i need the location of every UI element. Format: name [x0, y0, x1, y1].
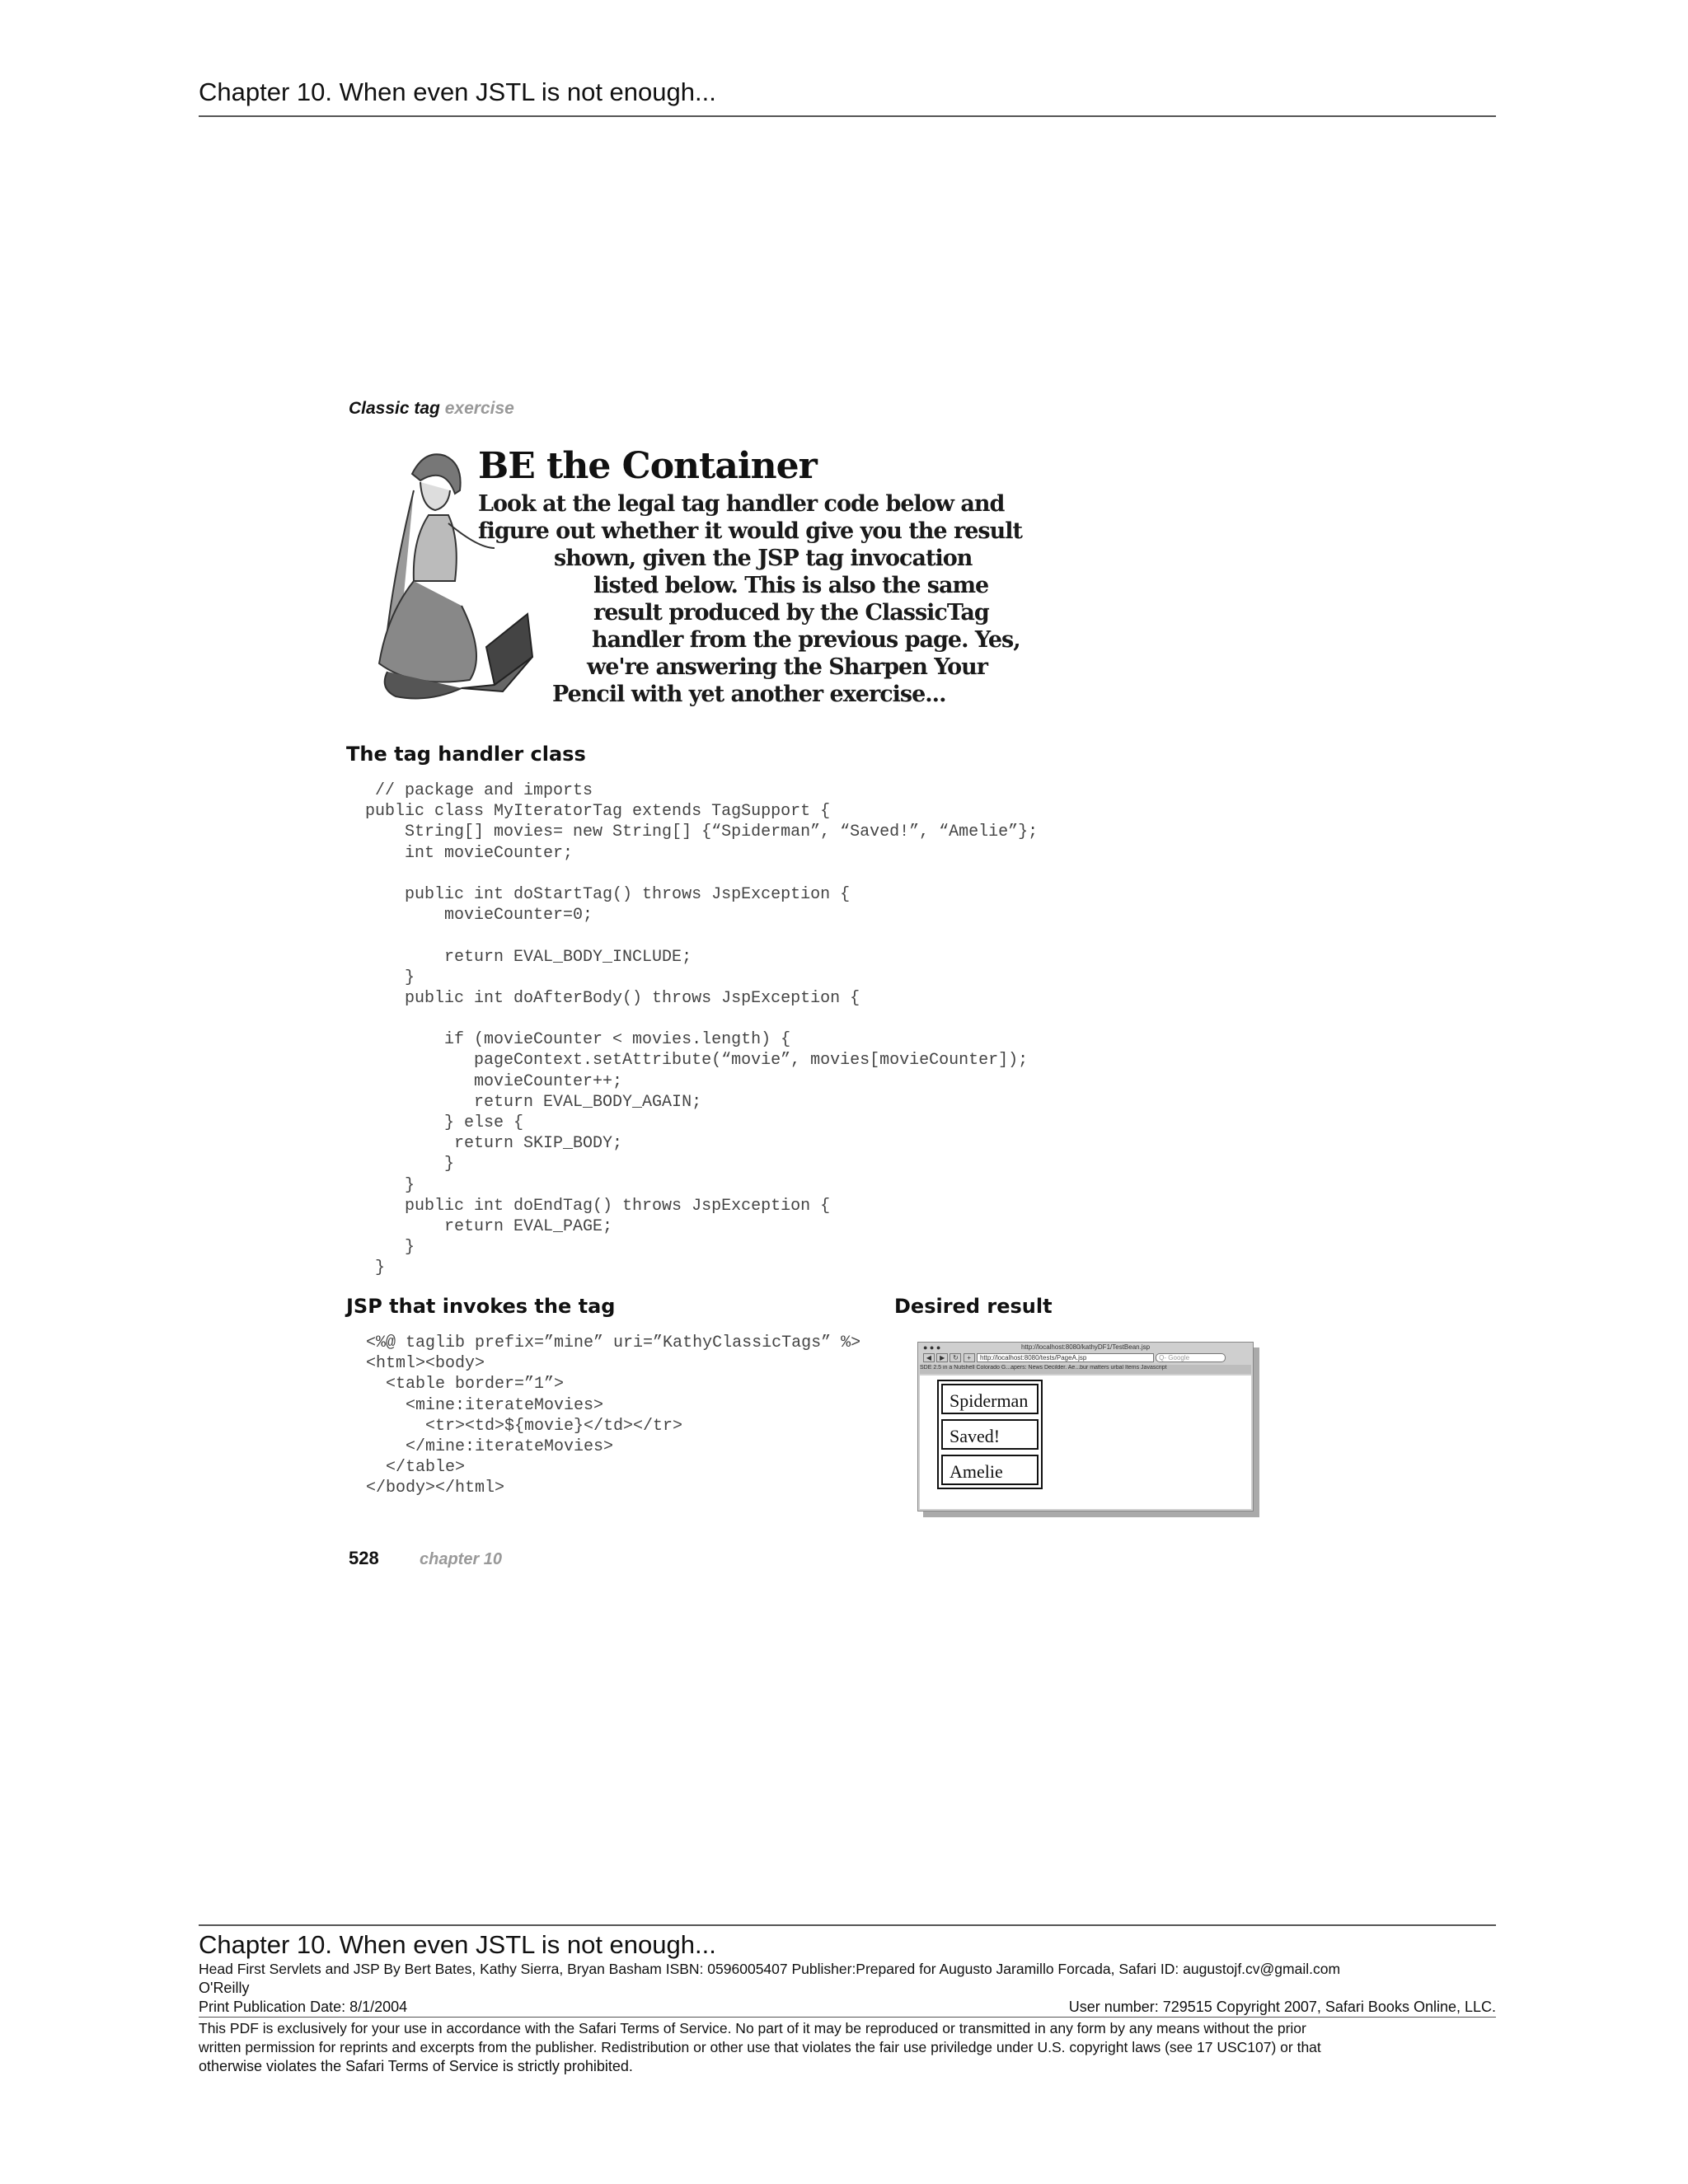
code-line: <%@ taglib prefix=”mine” uri=”KathyClassicTags” %> [366, 1333, 861, 1352]
code-line: movieCounter=0; [365, 906, 593, 926]
footer-notice-line: written permission for reprints and excerpts from the publisher. Redistribution or other use that violates the fair use priviledge under U.S. copyright laws (see 17 USC107) or that [199, 2039, 1321, 2055]
code-line: } [365, 968, 415, 987]
footer-chapter-title: Chapter 10. When even JSTL is not enough... [199, 1930, 716, 1959]
be-container-line: listed below. This is also the same [593, 573, 989, 598]
footer-notice-line: otherwise violates the Safari Terms of Service is strictly prohibited. [199, 2058, 633, 2074]
be-container-line: result produced by the ClassicTag [593, 600, 989, 626]
be-container-line: Look at the legal tag handler code below and [478, 491, 1005, 517]
browser-screenshot [917, 1342, 1259, 1516]
tag-handler-heading: The tag handler class [346, 743, 586, 766]
code-line: pageContext.setAttribute(“movie”, movies[movieCounter]); [365, 1051, 1029, 1071]
code-line: return EVAL_BODY_AGAIN; [365, 1092, 702, 1112]
footer-print-date: Print Publication Date: 8/1/2004 [199, 1999, 408, 2015]
jsp-code [366, 1333, 860, 1499]
code-line: <tr><td>${movie}</td></tr> [366, 1416, 683, 1436]
footer-notice-line: This PDF is exclusively for your use in accordance with the Safari Terms of Service. No part of it may be reproduced or transmitted in any form by any means without the prior [199, 2020, 1306, 2036]
page-chapter-label: chapter 10 [420, 1550, 503, 1568]
movie-cell: Spiderman [941, 1384, 1039, 1414]
code-line: return EVAL_BODY_INCLUDE; [365, 947, 692, 967]
footer-user-info: User number: 729515 Copyright 2007, Safari Books Online, LLC. [1068, 1999, 1496, 2015]
back-icon: ◀ [923, 1353, 935, 1362]
be-container-line: handler from the previous page. Yes, [592, 627, 1020, 653]
code-line: // package and imports [365, 781, 593, 800]
address-bar: http://localhost:8080/tests/PageA.jsp [977, 1353, 1154, 1362]
tag-handler-code [365, 780, 1038, 1279]
bookmarks-bar: SDE 2.5 in a Nutshell Colorado G...apers: News Decilder. Ae...bur matters urbal Items Javascript [920, 1365, 1251, 1374]
desired-result-heading: Desired result [894, 1295, 1053, 1318]
code-line: public int doStartTag() throws JspException { [365, 884, 851, 904]
section-tag-bold: Classic tag [349, 399, 440, 418]
code-line: String[] movies= new String[] {“Spiderman”, “Saved!”, “Amelie”}; [365, 823, 1039, 842]
browser-content [920, 1376, 1251, 1509]
footer-book-info: Head First Servlets and JSP By Bert Bates, Kathy Sierra, Bryan Basham ISBN: 0596005407 Publisher:Prepared for Augusto Jaramillo Forcada, Safari ID: augustojf.cv@gmail.com [199, 1961, 1341, 1977]
code-line: <table border=”1”> [366, 1375, 565, 1394]
window-controls-icon: ● ● ● [923, 1343, 941, 1351]
code-line: </mine:iterateMovies> [366, 1436, 614, 1456]
code-line: } [365, 1238, 415, 1258]
code-line: <html><body> [366, 1354, 485, 1374]
be-container-line: figure out whether it would give you the result [478, 518, 1022, 544]
code-line [365, 1009, 1038, 1029]
footer-notice-rule [199, 2017, 1496, 2018]
be-container-line: Pencil with yet another exercise... [552, 682, 946, 707]
forward-icon: ▶ [936, 1353, 948, 1362]
movie-table [937, 1380, 1043, 1489]
code-line: } [365, 1155, 455, 1174]
chapter-header-title: Chapter 10. When even JSTL is not enough... [199, 77, 716, 106]
search-field: Q- Google [1156, 1353, 1226, 1362]
page-number: 528 [349, 1548, 379, 1568]
movie-cell: Saved! [941, 1419, 1039, 1450]
code-line: int movieCounter; [365, 843, 574, 863]
browser-window [917, 1342, 1254, 1511]
code-line: return SKIP_BODY; [365, 1134, 623, 1154]
code-line: <mine:iterateMovies> [366, 1395, 604, 1415]
code-line: public int doEndTag() throws JspException { [365, 1196, 831, 1216]
code-line: return EVAL_PAGE; [365, 1216, 613, 1236]
be-container-title: BE the Container [478, 445, 817, 487]
code-line: public class MyIteratorTag extends TagSupport { [365, 802, 831, 822]
footer-top-rule [199, 1924, 1496, 1926]
code-line: public int doAfterBody() throws JspException { [365, 988, 860, 1008]
section-tag-muted: exercise [444, 399, 514, 418]
add-bookmark-icon: + [964, 1353, 975, 1362]
browser-toolbar [920, 1353, 1251, 1363]
browser-title-bar [920, 1343, 1251, 1351]
header-rule [199, 115, 1496, 117]
be-container-line: we're answering the Sharpen Your [587, 654, 988, 680]
movie-cell: Amelie [941, 1455, 1039, 1485]
code-line: } [365, 1175, 415, 1195]
code-line: </body></html> [366, 1479, 505, 1498]
code-line: </table> [366, 1458, 466, 1478]
code-line: } [365, 1258, 386, 1278]
footer-publisher: O'Reilly [199, 1980, 250, 1996]
be-container-line: shown, given the JSP tag invocation [554, 546, 973, 571]
section-tag [349, 399, 514, 419]
jsp-heading: JSP that invokes the tag [346, 1295, 616, 1318]
browser-title: http://localhost:8080/kathyDF1/TestBean.jsp [1020, 1343, 1151, 1351]
code-line: if (movieCounter < movies.length) { [365, 1030, 791, 1050]
code-line [365, 926, 1038, 946]
code-line: } else { [365, 1113, 524, 1132]
code-line: movieCounter++; [365, 1071, 623, 1091]
reload-icon: ↻ [950, 1353, 961, 1362]
code-line [365, 864, 1038, 884]
